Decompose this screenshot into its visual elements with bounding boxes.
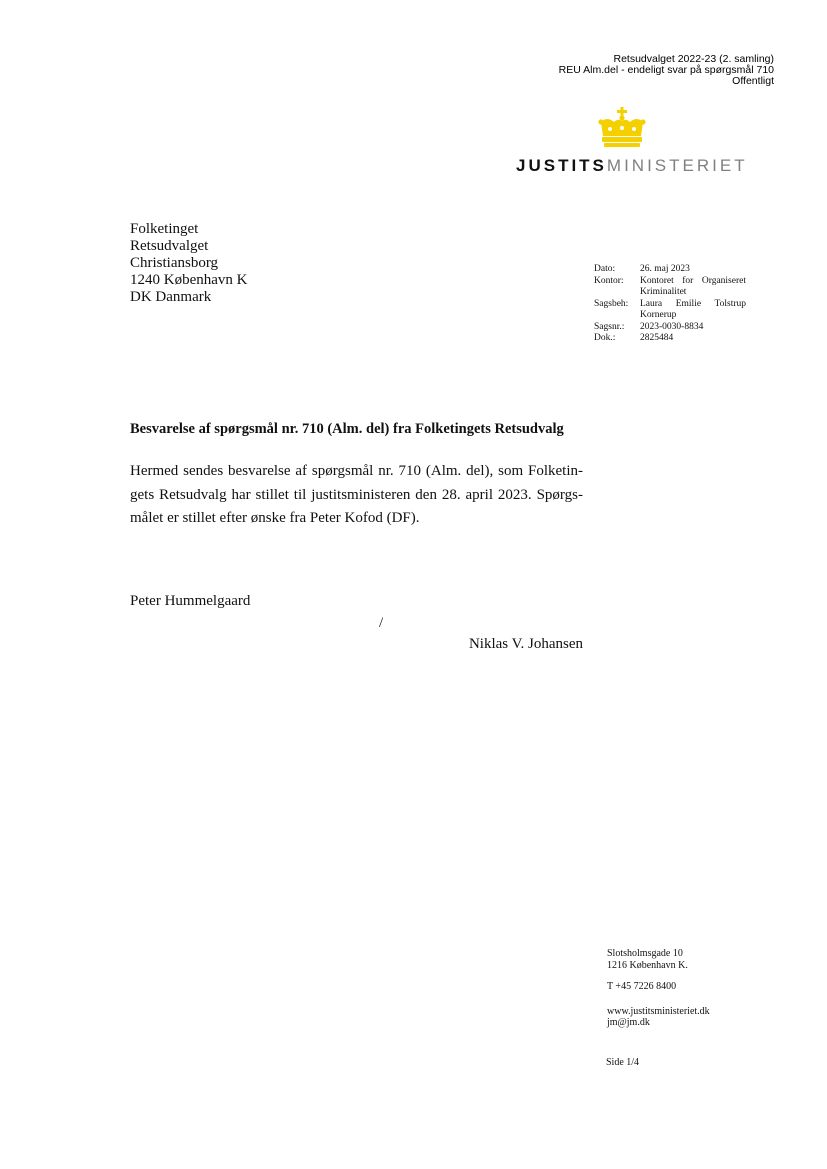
meta-row-caseworker xyxy=(594,299,746,322)
ministry-contact xyxy=(607,948,710,1029)
footer-address: Slotsholmsgade 10 xyxy=(607,948,683,959)
logo-text-ministeriet: MINISTERIET xyxy=(606,156,748,175)
meta-value: 2023-0030-8834 xyxy=(640,321,704,332)
signatory-minister: Peter Hummelgaard xyxy=(130,593,251,609)
stamp-reference: REU Alm.del - endeligt svar på spørgsmål 710 xyxy=(558,64,774,76)
meta-value: Kontoret for Organiseret Kriminalitet xyxy=(640,275,746,297)
footer-phone: T +45 7226 8400 xyxy=(607,981,677,992)
meta-row-document xyxy=(594,333,746,345)
meta-value: 2825484 xyxy=(640,333,674,343)
letter-body: Hermed sendes besvarelse af spørgsmål nr. 710 (Alm. del), som Folketingets Retsudvalg har stillet til justitsministeren den 28. april 2023. Spørgsmålet er stillet efter ønske fra Peter Kofod (DF). xyxy=(130,463,583,526)
recipient-line: Folketinget xyxy=(130,221,199,237)
footer-website: www.justitsministeriet.dk xyxy=(607,1005,710,1017)
archive-stamp xyxy=(559,54,774,87)
meta-row-office xyxy=(594,276,746,299)
meta-label: Sagsbeh: xyxy=(594,298,629,309)
meta-row-date xyxy=(594,264,746,276)
recipient-line: DK Danmark xyxy=(130,289,212,305)
letter-subject: Besvarelse af spørgsmål nr. 710 (Alm. del) fra Folketingets Retsudvalg xyxy=(130,421,564,437)
meta-value: Laura Emilie Tolstrup Kornerup xyxy=(640,298,746,320)
meta-label: Dok.: xyxy=(594,333,616,343)
footer-postcode: 1216 København K. xyxy=(607,959,688,971)
meta-value: 26. maj 2023 xyxy=(640,264,690,274)
meta-row-case-number xyxy=(594,322,746,334)
signature-separator: / xyxy=(379,615,384,631)
document-metadata xyxy=(594,264,746,345)
recipient-line: Christiansborg xyxy=(130,255,219,271)
signatory-official: Niklas V. Johansen xyxy=(468,636,583,652)
meta-label: Dato: xyxy=(594,264,616,274)
stamp-status: Offentligt xyxy=(732,75,774,87)
crown-icon xyxy=(597,107,647,149)
recipient-line: Retsudvalget xyxy=(130,238,209,254)
recipient-address xyxy=(130,221,247,306)
meta-label: Kontor: xyxy=(594,275,624,286)
stamp-committee: Retsudvalget 2022-23 (2. samling) xyxy=(613,53,774,65)
page-number: Side 1/4 xyxy=(606,1057,640,1068)
logo-text-justits: JUSTITS xyxy=(516,156,607,175)
footer-email: jm@jm.dk xyxy=(607,1017,650,1028)
meta-label: Sagsnr.: xyxy=(594,321,625,332)
ministry-logo xyxy=(516,156,748,176)
recipient-line: 1240 København K xyxy=(130,272,248,288)
